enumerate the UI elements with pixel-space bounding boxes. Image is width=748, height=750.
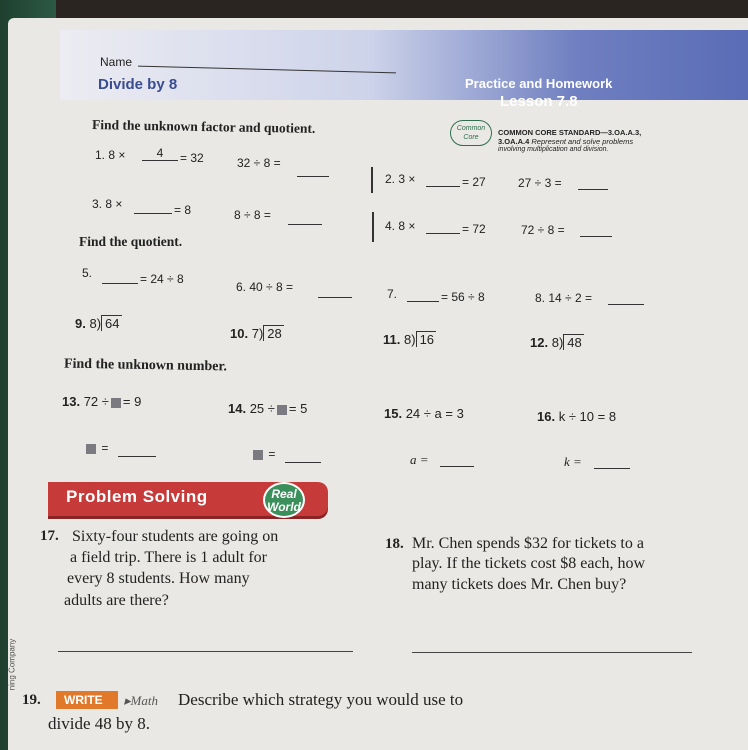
problem-5-number: 5. [82,266,93,280]
problem-8: 8. 14 ÷ 2 = [535,291,592,305]
problem-15-answer-label: a = [410,452,429,467]
lesson-title: Divide by 8 [98,76,178,93]
problem-7-expression: = 56 ÷ 8 [441,290,485,304]
problem-1-quotient-blank[interactable] [297,176,329,177]
problem-5-expression: = 24 ÷ 8 [140,272,184,286]
problem-17-line-4: adults are there? [64,592,169,609]
problem-14-answer-blank[interactable] [285,462,321,463]
unknown-square-icon [86,444,96,454]
problem-4-quotient-blank[interactable] [580,236,612,237]
problem-7-number: 7. [387,287,398,301]
problem-4-quotient: 72 ÷ 8 = [521,223,565,237]
practice-homework-label: Practice and Homework [465,76,613,91]
problem-7-blank[interactable] [407,301,439,302]
problem-18-answer-line[interactable] [412,652,692,653]
problem-16-answer-label: k = [564,454,582,469]
common-core-logo: Common Core [450,120,492,146]
problem-3-factor-blank[interactable] [134,213,172,214]
real-world-badge: Real World [263,482,305,518]
problem-11: 11. 8) 16 [383,332,435,347]
spine-text: ning Company [7,638,17,691]
section3-heading: Find the unknown number. [63,356,228,375]
problem-2-product: = 27 [462,175,486,189]
problem-3-product: = 8 [174,203,192,217]
problem-3-quotient-blank[interactable] [288,224,322,225]
problem-6-blank[interactable] [318,297,352,298]
problem-19-line-1: Describe which strategy you would use to [178,690,464,709]
problem-solving-title: Problem Solving [66,487,208,506]
problem-14: 14. 25 ÷ = 5 [228,401,308,416]
unknown-square-icon [111,398,121,408]
problem-13: 13. 72 ÷ = 9 [62,394,142,409]
lesson-number: Lesson 7.8 [500,93,578,110]
problem-16: 16. k ÷ 10 = 8 [537,409,617,424]
math-label: ▸Math [124,693,158,708]
problem-15-answer-blank[interactable] [440,466,474,467]
section1-heading: Find the unknown factor and quotient. [91,117,316,136]
problem-1-product: = 32 [180,151,204,165]
name-label: Name [100,55,133,69]
column-divider [371,167,373,193]
problem-13-answer-blank[interactable] [118,456,156,457]
problem-12: 12. 8) 48 [530,335,582,350]
problem-9: 9. 8) 64 [75,316,120,331]
problem-17-answer-line[interactable] [58,651,353,652]
problem-18-line-3: many tickets does Mr. Chen buy? [412,576,627,593]
problem-5-blank[interactable] [102,283,138,284]
problem-13-answer-label: = [84,441,108,455]
section2-heading: Find the quotient. [79,234,183,249]
problem-4: 4. 8 × [385,219,416,233]
problem-18-line-1: Mr. Chen spends $32 for tickets to a [412,535,644,552]
problem-18-number: 18. [385,536,404,552]
problem-15: 15. 24 ÷ a = 3 [384,406,464,421]
problem-1-factor-answer[interactable]: 4 [142,146,178,161]
problem-2: 2. 3 × [385,172,416,186]
problem-10: 10. 7) 28 [230,326,282,341]
problem-19-number: 19. [22,692,41,708]
standard-line-3: involving multiplication and division. [498,146,609,153]
problem-17-line-1: Sixty-four students are going on [72,528,279,545]
unknown-square-icon [253,450,263,460]
problem-4-product: = 72 [462,222,486,236]
write-label: WRITE [64,693,103,707]
problem-2-quotient: 27 ÷ 3 = [518,176,562,190]
problem-18-line-2: play. If the tickets cost $8 each, how [412,555,646,572]
problem-14-answer-label: = [251,447,275,461]
problem-19-line-2: divide 48 by 8. [48,714,150,733]
unknown-square-icon [277,405,287,415]
problem-17-number: 17. [40,528,59,544]
problem-6: 6. 40 ÷ 8 = [236,280,293,294]
problem-3: 3. 8 × [92,197,123,211]
problem-2-factor-blank[interactable] [426,186,460,187]
problem-17-line-3: every 8 students. How many [67,570,250,587]
column-divider-2 [372,212,374,242]
problem-17-line-2: a field trip. There is 1 adult for [70,549,267,566]
problem-1-quotient: 32 ÷ 8 = [237,156,281,170]
problem-16-answer-blank[interactable] [594,468,630,469]
problem-3-quotient: 8 ÷ 8 = [234,208,271,222]
problem-1: 1. 8 × [95,148,126,162]
standard-line-1: COMMON CORE STANDARD—3.OA.A.3, [498,128,642,137]
problem-4-factor-blank[interactable] [426,233,460,234]
problem-2-quotient-blank[interactable] [578,189,608,190]
problem-8-blank[interactable] [608,304,644,305]
standard-line-2: 3.OA.A.4 Represent and solve problems [498,137,634,146]
